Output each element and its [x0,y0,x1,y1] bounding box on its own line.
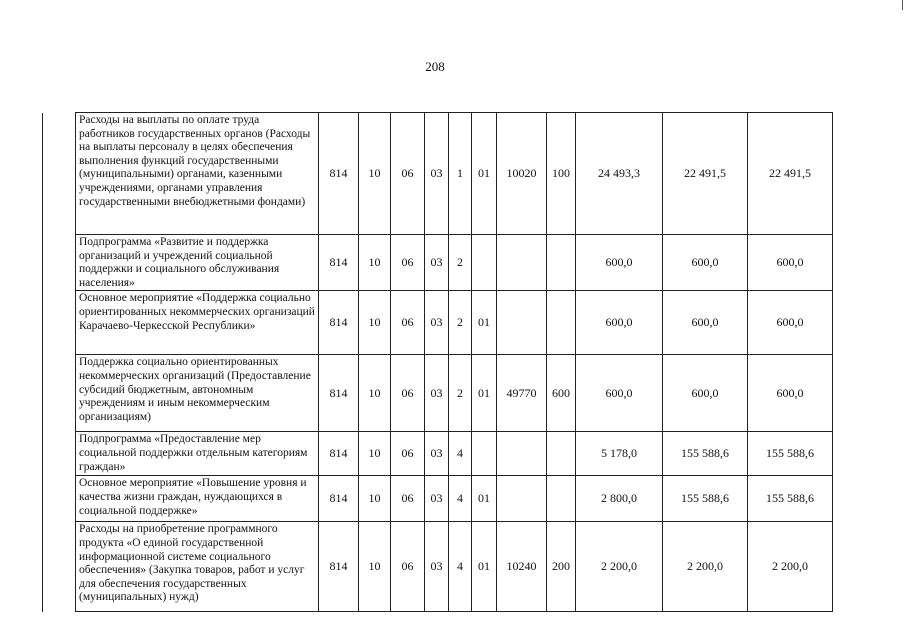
cell-c4: 03 [425,432,449,476]
row-description: Поддержка социально ориентированных некоммерческих организаций (Предоставление субсидий бюджетным, автономным учреждениям и иным некоммерческим организациям) [76,355,319,432]
cell-v1: 600,0 [576,355,663,432]
cell-c3: 06 [391,522,425,612]
cell-c6 [472,432,497,476]
cell-c1: 814 [319,476,359,522]
cell-c2: 10 [359,235,391,291]
cell-v3: 600,0 [748,235,833,291]
cell-c5: 4 [449,432,472,476]
cell-c7: 49770 [497,355,547,432]
cell-c1: 814 [319,235,359,291]
cell-c7 [497,235,547,291]
cell-c5: 2 [449,235,472,291]
cell-c4: 03 [425,235,449,291]
row-description: Подпрограмма «Развитие и поддержка организаций и учреждений социальной поддержки и социального обслуживания населения» [76,235,319,291]
cell-v1: 600,0 [576,235,663,291]
cell-c6 [472,235,497,291]
cell-c6: 01 [472,355,497,432]
cell-v3: 600,0 [748,355,833,432]
cell-v1: 600,0 [576,291,663,355]
row-number-cell [43,355,76,432]
cell-c5: 4 [449,476,472,522]
cell-v2: 600,0 [663,235,748,291]
cell-c4: 03 [425,355,449,432]
cell-c2: 10 [359,355,391,432]
table-row [43,235,833,291]
cell-v3: 22 491,5 [748,113,833,235]
table-row [43,291,833,355]
cell-v2: 22 491,5 [663,113,748,235]
cell-c3: 06 [391,476,425,522]
cell-v1: 24 493,3 [576,113,663,235]
cell-c2: 10 [359,476,391,522]
cell-c3: 06 [391,235,425,291]
cell-c3: 06 [391,355,425,432]
cell-v2: 155 588,6 [663,476,748,522]
table-row [43,355,833,432]
cell-c6: 01 [472,113,497,235]
row-number-cell [43,476,76,522]
cell-c4: 03 [425,113,449,235]
cell-c7: 10240 [497,522,547,612]
page-number: 208 [425,59,445,74]
cell-c6: 01 [472,522,497,612]
cell-v2: 600,0 [663,291,748,355]
cell-v2: 600,0 [663,355,748,432]
cell-c3: 06 [391,291,425,355]
cell-c2: 10 [359,522,391,612]
row-description: Основное мероприятие «Поддержка социально ориентированных некоммерческих организаций Карачаево-Черкесской Республики» [76,291,319,355]
cell-c7 [497,291,547,355]
row-description: Подпрограмма «Предоставление мер социальной поддержки отдельным категориям граждан» [76,432,319,476]
cell-c5: 4 [449,522,472,612]
cell-c1: 814 [319,432,359,476]
cell-v3: 600,0 [748,291,833,355]
cell-v3: 155 588,6 [748,432,833,476]
cell-v1: 5 178,0 [576,432,663,476]
cell-c4: 03 [425,476,449,522]
table-row [43,476,833,522]
table-row [43,522,833,612]
cell-v3: 2 200,0 [748,522,833,612]
cell-c7 [497,476,547,522]
cell-c7 [497,432,547,476]
table-row [43,113,833,235]
cell-c8 [547,235,576,291]
row-description: Расходы на приобретение программного продукта «О единой государственной информационной системе социального обеспечения» (Закупка товаров, работ и услуг для обеспечения государственных (муниципальных) нужд) [76,522,319,612]
cell-c3: 06 [391,113,425,235]
cell-c8: 600 [547,355,576,432]
cell-c4: 03 [425,291,449,355]
cell-c3: 06 [391,432,425,476]
cell-c1: 814 [319,355,359,432]
cell-v1: 2 800,0 [576,476,663,522]
cell-c5: 1 [449,113,472,235]
cell-c8: 200 [547,522,576,612]
scan-edge-mark [902,0,903,10]
cell-c8 [547,432,576,476]
cell-c6: 01 [472,291,497,355]
cell-v3: 155 588,6 [748,476,833,522]
cell-c1: 814 [319,113,359,235]
cell-c8 [547,476,576,522]
cell-c4: 03 [425,522,449,612]
cell-c2: 10 [359,291,391,355]
row-number-cell [43,235,76,291]
cell-c7: 10020 [497,113,547,235]
row-number-cell [43,522,76,612]
row-number-cell [43,113,76,235]
cell-c6: 01 [472,476,497,522]
cell-c2: 10 [359,113,391,235]
cell-c8 [547,291,576,355]
table-row [43,432,833,476]
cell-c8: 100 [547,113,576,235]
cell-c5: 2 [449,355,472,432]
cell-c1: 814 [319,522,359,612]
row-number-cell [43,432,76,476]
row-description: Расходы на выплаты по оплате труда работников государственных органов (Расходы на выплаты персоналу в целях обеспечения выполнения функций государственными (муниципальными) органами, казенными учреждениями, органами управления государственными внебюджетными фондами) [76,113,319,235]
budget-table [42,112,833,612]
cell-v2: 155 588,6 [663,432,748,476]
cell-c5: 2 [449,291,472,355]
cell-v2: 2 200,0 [663,522,748,612]
cell-v1: 2 200,0 [576,522,663,612]
row-number-cell [43,291,76,355]
cell-c2: 10 [359,432,391,476]
cell-c1: 814 [319,291,359,355]
row-description: Основное мероприятие «Повышение уровня и качества жизни граждан, нуждающихся в социальной поддержке» [76,476,319,522]
